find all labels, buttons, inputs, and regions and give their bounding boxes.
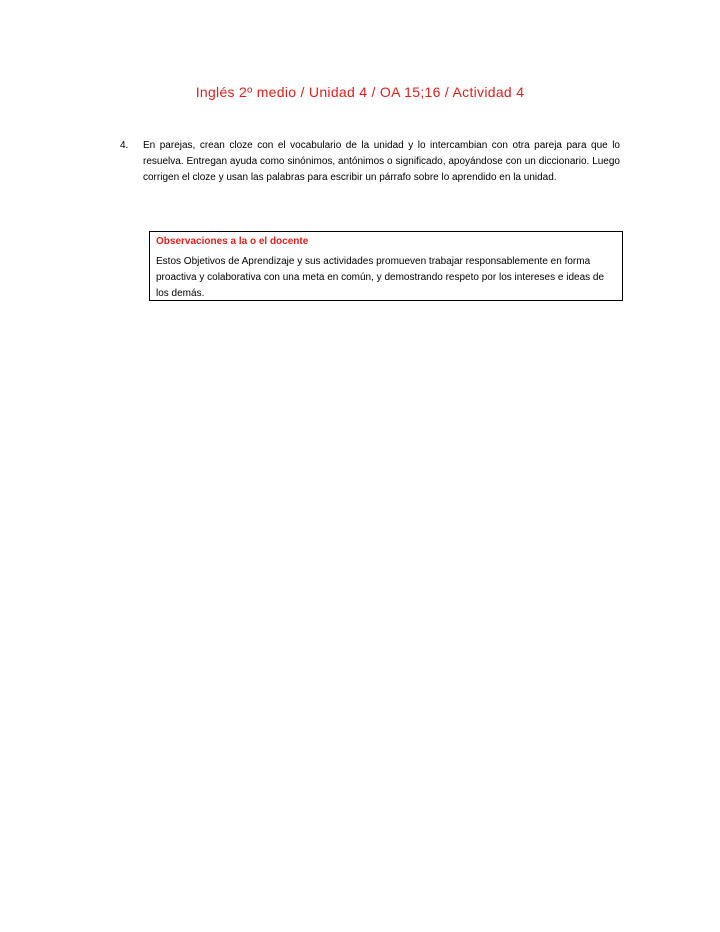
activity-text: En parejas, crean cloze con el vocabulario de la unidad y lo intercambian con otra pareja para que lo resuelva. Entregan ayuda como sinónimos, antónimos o significado, apoyándose con un diccionario. Luego corrigen el cloze y usan las palabras para escribir un párrafo sobre lo aprendido en la unidad. <box>143 140 620 183</box>
observations-text: Estos Objetivos de Aprendizaje y sus actividades promueven trabajar responsablemente en forma proactiva y colaborativa con una meta en común, y demostrando respeto por los intereses e ideas de los demás. <box>156 256 605 299</box>
observations-title: Observaciones a la o el docente <box>156 236 309 247</box>
observations-box <box>149 231 623 301</box>
activity-item <box>120 138 620 186</box>
activity-number: 4. <box>120 140 129 151</box>
page-title: Inglés 2º medio / Unidad 4 / OA 15;16 / Actividad 4 <box>195 84 525 100</box>
